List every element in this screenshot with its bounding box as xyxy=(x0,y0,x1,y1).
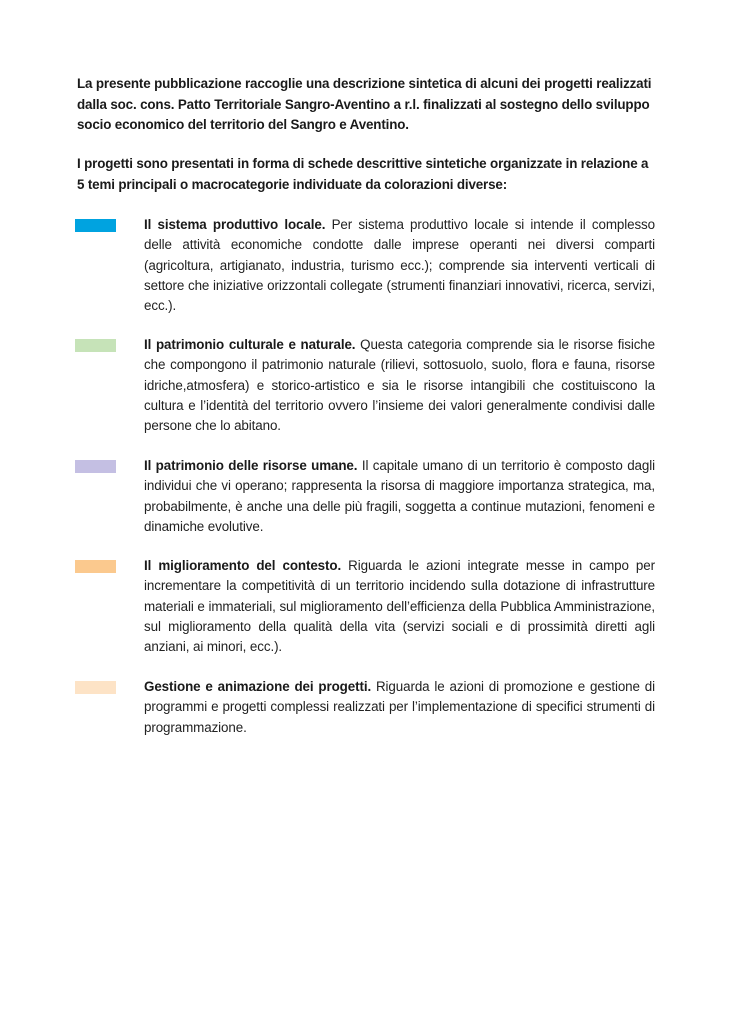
category-title: Gestione e animazione dei progetti. xyxy=(144,679,372,694)
category-text xyxy=(144,556,655,657)
category-description: Riguarda le azioni integrate messe in campo per incrementare la competitività di un territorio incidendo sulla dotazione di infrastrutture materiali e immateriali, sul miglioramento dell’efficienza della Pubblica Amministrazione, sul miglioramento della qualità della vita (servizi sociali e di prossimità diretti agli anziani, ai minori, ecc.). xyxy=(144,558,655,655)
category-text xyxy=(144,677,655,738)
category-title: Il patrimonio delle risorse umane. xyxy=(144,458,358,473)
category-text xyxy=(144,215,655,316)
intro-paragraph-1: La presente pubblicazione raccoglie una descrizione sintetica di alcuni dei progetti realizzati dalla soc. cons. Patto Territoriale Sangro-Aventino a r.l. finalizzati al sostegno dello sviluppo socio economico del territorio del Sangro e Aventino. xyxy=(77,76,652,132)
category-description: Riguarda le azioni di promozione e gestione di programmi e progetti complessi realizzati per l’implementazione di specifici strumenti di programmazione. xyxy=(144,679,655,735)
category-description: Per sistema produttivo locale si intende il complesso delle attività economiche condotte dalle imprese operanti nei diversi comparti (agricoltura, artigianato, industria, turismo ecc.); comprende sia interventi verticali di settore che iniziative orizzontali collegate (strumenti finanziari innovativi, ricerca, servizi, ecc.). xyxy=(144,217,655,314)
category-description: Questa categoria comprende sia le risorse fisiche che compongono il patrimonio naturale (rilievi, sottosuolo, suolo, flora e fauna, risorse idriche,atmosfera) e storico-artistico e sia le risorse intangibili che costituiscono la cultura e l’identità del territorio ovvero l’insieme dei valori generalmente condivisi dalle persone che lo abitano. xyxy=(144,337,655,434)
category-text xyxy=(144,456,655,537)
category-title: Il patrimonio culturale e naturale. xyxy=(144,337,356,352)
color-swatch xyxy=(75,339,116,352)
color-swatch xyxy=(75,681,116,694)
color-swatch xyxy=(75,460,116,473)
category-text xyxy=(144,335,655,436)
category-description: Il capitale umano di un territorio è composto dagli individui che vi operano; rappresenta la risorsa di maggiore importanza strategica, ma, probabilmente, è anche una delle più fragili, soggetta a continue mutazioni, fenomeni e dinamiche evolutive. xyxy=(144,458,655,534)
color-swatch xyxy=(75,560,116,573)
category-title: Il miglioramento del contesto. xyxy=(144,558,342,573)
intro-paragraph-2: I progetti sono presentati in forma di schede descrittive sintetiche organizzate in relazione a 5 temi principali o macrocategorie individuate da colorazioni diverse: xyxy=(77,156,649,192)
color-swatch xyxy=(75,219,116,232)
category-title: Il sistema produttivo locale. xyxy=(144,217,326,232)
